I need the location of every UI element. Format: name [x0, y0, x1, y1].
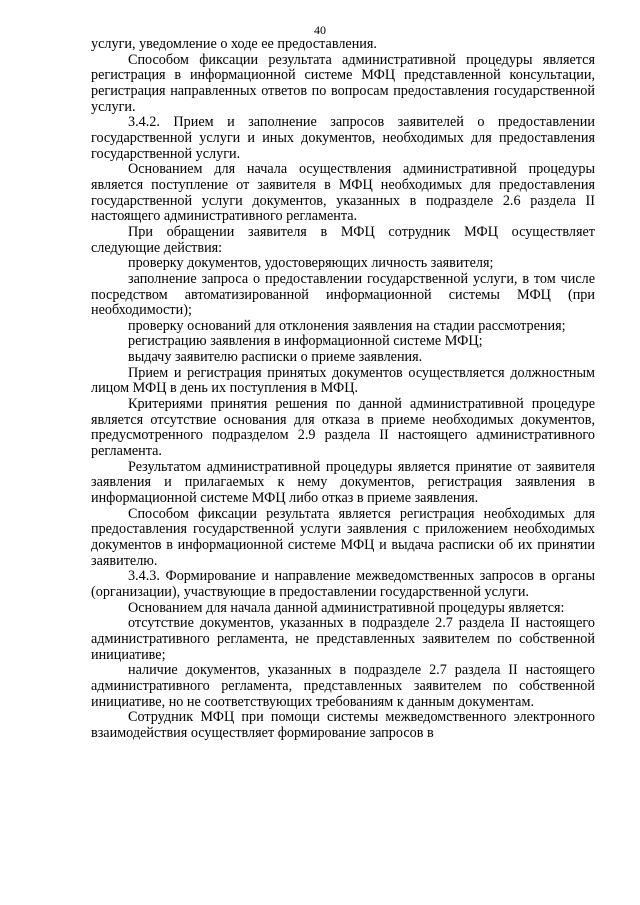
list-item: выдачу заявителю расписки о приеме заявления.	[128, 349, 423, 366]
list-item: заполнение запроса о предоставлении государственной услуги, в том числе посредством автоматизированной информационной системы МФЦ (при необходимости);	[91, 270, 595, 319]
list-item: проверку оснований для отклонения заявления на стадии рассмотрения;	[128, 317, 566, 334]
document-body	[91, 37, 595, 742]
paragraph: При обращении заявителя в МФЦ сотрудник МФЦ осуществляет следующие действия:	[91, 223, 595, 256]
paragraph-continuation: услуги, уведомление о ходе ее предоставления.	[91, 36, 377, 52]
section-heading-3-4-3: 3.4.3. Формирование и направление межведомственных запросов в органы (организации), участвующие в предоставлении государственной услуги.	[91, 568, 595, 600]
paragraph: Критериями принятия решения по данной административной процедуре является отсутствие основания для отказа в приеме необходимых документов, предусмотренного подразделом 2.9 раздела II настоящего административного регламента.	[91, 396, 595, 460]
list-item: проверку документов, удостоверяющих личность заявителя;	[128, 255, 494, 272]
paragraph: Прием и регистрация принятых документов осуществляется должностным лицом МФЦ в день их поступления в МФЦ.	[91, 364, 595, 397]
paragraph: Результатом административной процедуры является принятие от заявителя заявления и прилагаемых к нему документов, регистрация заявления в информационной системе МФЦ либо отказ в приеме заявления.	[91, 458, 595, 507]
section-heading-3-4-2: 3.4.2. Прием и заполнение запросов заявителей о предоставлении государственной услуги и иных документов, необходимых для предоставления государственной услуги.	[91, 114, 595, 162]
paragraph: Основанием для начала осуществления административной процедуры является поступление от заявителя в МФЦ необходимых для предоставления государственной услуги документов, указанных в подразделе 2.6 раздела II настоящего административного регламента.	[91, 161, 595, 225]
paragraph: Основанием для начала данной административной процедуры является:	[128, 599, 565, 616]
list-item: регистрацию заявления в информационной системе МФЦ;	[128, 333, 483, 350]
list-item: отсутствие документов, указанных в подразделе 2.7 раздела II настоящего административного регламента, не представленных заявителем по собственной инициативе;	[91, 615, 595, 663]
paragraph: Способом фиксации результата является регистрация необходимых для предоставления государственной услуги заявления с приложением необходимых документов в информационной системе МФЦ и выдача расписки об их принятии заявителю.	[91, 505, 595, 569]
paragraph: Сотрудник МФЦ при помощи системы межведомственного электронного взаимодействия осуществляет формирование запросов в	[91, 709, 595, 741]
page-number: 40	[314, 23, 326, 37]
list-item: наличие документов, указанных в подразделе 2.7 раздела II настоящего административного регламента, представленных заявителем по собственной инициативе, но не соответствующих требованиям к данным документам.	[91, 662, 595, 710]
paragraph: Способом фиксации результата административной процедуры является регистрация в информационной системе МФЦ представленной консультации, регистрация направленных ответов по вопросам предоставления государственной услуги.	[91, 51, 595, 115]
